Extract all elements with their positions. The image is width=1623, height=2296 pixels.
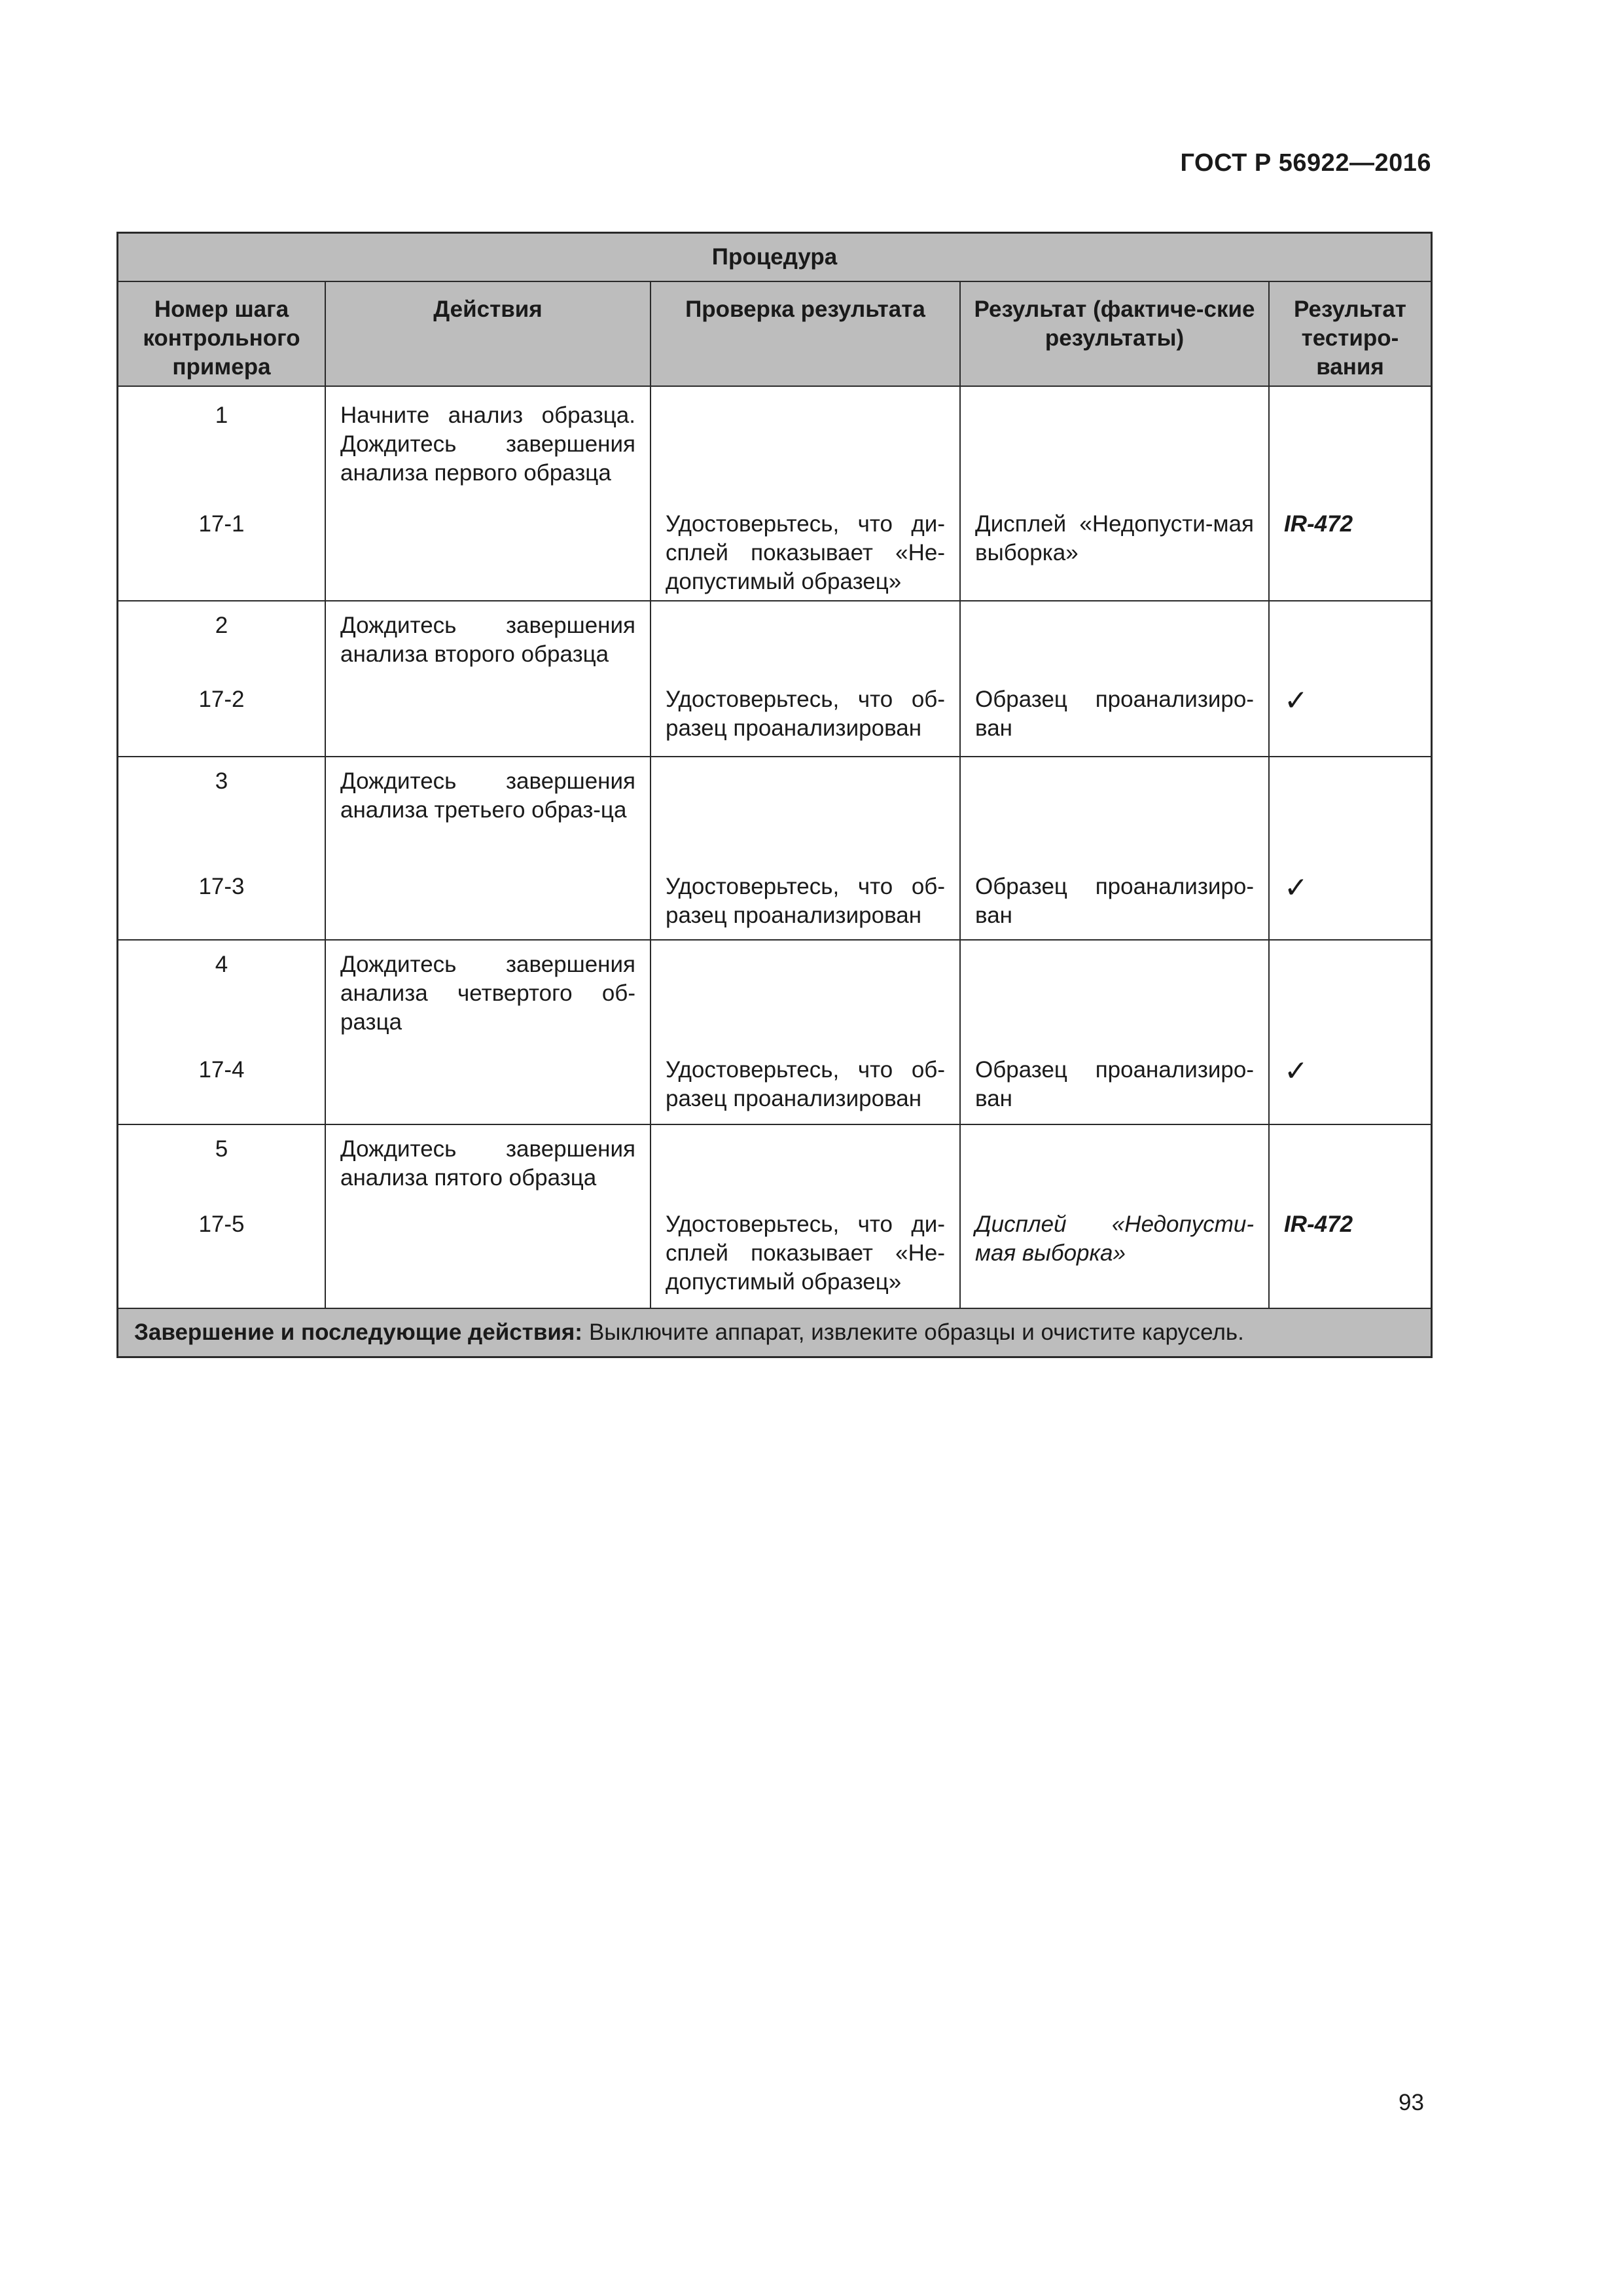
actual-text: Дисплей «Недопусти-мая выборка» <box>975 511 1254 565</box>
step-number: 3 <box>215 768 228 794</box>
checkmark-icon: ✓ <box>1284 1055 1308 1087</box>
actual-cell <box>959 1125 1268 1308</box>
action-cell <box>325 941 650 1124</box>
header-actual-result: Результат (фактиче-ские результаты) <box>959 282 1268 386</box>
check-cell <box>650 1125 959 1308</box>
checkmark-icon: ✓ <box>1284 872 1308 904</box>
check-cell <box>650 941 959 1124</box>
actual-text: Образец проанализиро-ван <box>975 687 1254 741</box>
check-text: Удостоверьтесь, что ди-сплей показывает «Не-допустимый образец» <box>666 511 945 594</box>
completion-text: Выключите аппарат, извлеките образцы и очистите карусель. <box>588 1319 1244 1345</box>
status-cell <box>1268 1125 1431 1308</box>
check-text: Удостоверьтесь, что об-разец проанализирован <box>666 687 945 741</box>
status-cell <box>1268 601 1431 756</box>
step-number: 2 <box>215 613 228 638</box>
status-cell <box>1268 941 1431 1124</box>
actual-cell <box>959 601 1268 756</box>
table-row <box>118 756 1431 939</box>
actual-text: Образец проанализиро-ван <box>975 874 1254 928</box>
case-number: 17-4 <box>198 1057 245 1083</box>
action-text: Дождитесь завершения анализа пятого образца <box>340 1136 635 1191</box>
check-text: Удостоверьтесь, что об-разец проанализирован <box>666 874 945 928</box>
check-text: Удостоверьтесь, что ди-сплей показывает «Не-допустимый образец» <box>666 1211 945 1295</box>
actual-text: Дисплей «Недопусти-мая выборка» <box>975 1211 1254 1266</box>
action-text: Дождитесь завершения анализа четвертого об-разца <box>340 952 635 1035</box>
step-cell <box>118 757 325 939</box>
table-title: Процедура <box>118 234 1431 281</box>
action-text: Дождитесь завершения анализа второго образца <box>340 613 635 667</box>
case-number: 17-3 <box>198 874 245 899</box>
step-number: 4 <box>215 952 228 977</box>
action-text: Дождитесь завершения анализа третьего образ-ца <box>340 768 635 823</box>
check-cell <box>650 387 959 600</box>
actual-cell <box>959 757 1268 939</box>
check-cell <box>650 757 959 939</box>
check-text: Удостоверьтесь, что об-разец проанализирован <box>666 1057 945 1111</box>
header-actions: Действия <box>325 282 650 386</box>
step-cell <box>118 387 325 600</box>
status-cell <box>1268 387 1431 600</box>
status-cell <box>1268 757 1431 939</box>
document-code: ГОСТ Р 56922—2016 <box>1180 149 1431 177</box>
action-cell <box>325 1125 650 1308</box>
page-number: 93 <box>1399 2090 1424 2115</box>
step-cell <box>118 601 325 756</box>
table-row <box>118 386 1431 600</box>
step-number: 5 <box>215 1136 228 1162</box>
action-cell <box>325 387 650 600</box>
header-check: Проверка результата <box>650 282 959 386</box>
action-cell <box>325 601 650 756</box>
header-step-number: Номер шага контрольного примера <box>143 296 300 380</box>
header-test-result: Результат тестиро-вания <box>1268 282 1431 386</box>
table-row <box>118 939 1431 1124</box>
table-row <box>118 600 1431 756</box>
status-issue-code: IR-472 <box>1284 511 1353 537</box>
completion-row <box>118 1308 1431 1356</box>
checkmark-icon: ✓ <box>1284 685 1308 717</box>
step-number: 1 <box>215 403 228 428</box>
procedure-table <box>116 232 1433 1358</box>
table-row <box>118 1124 1431 1308</box>
actual-cell <box>959 941 1268 1124</box>
case-number: 17-2 <box>198 687 245 712</box>
completion-label: Завершение и последующие действия: <box>134 1319 582 1345</box>
check-cell <box>650 601 959 756</box>
action-cell <box>325 757 650 939</box>
case-number: 17-1 <box>198 511 245 537</box>
status-issue-code: IR-472 <box>1284 1211 1353 1237</box>
step-cell <box>118 1125 325 1308</box>
table-header-row <box>118 281 1431 386</box>
case-number: 17-5 <box>198 1211 245 1237</box>
actual-cell <box>959 387 1268 600</box>
action-text: Начните анализ образца. Дождитесь завершения анализа первого образца <box>340 403 635 486</box>
step-cell <box>118 941 325 1124</box>
actual-text: Образец проанализиро-ван <box>975 1057 1254 1111</box>
